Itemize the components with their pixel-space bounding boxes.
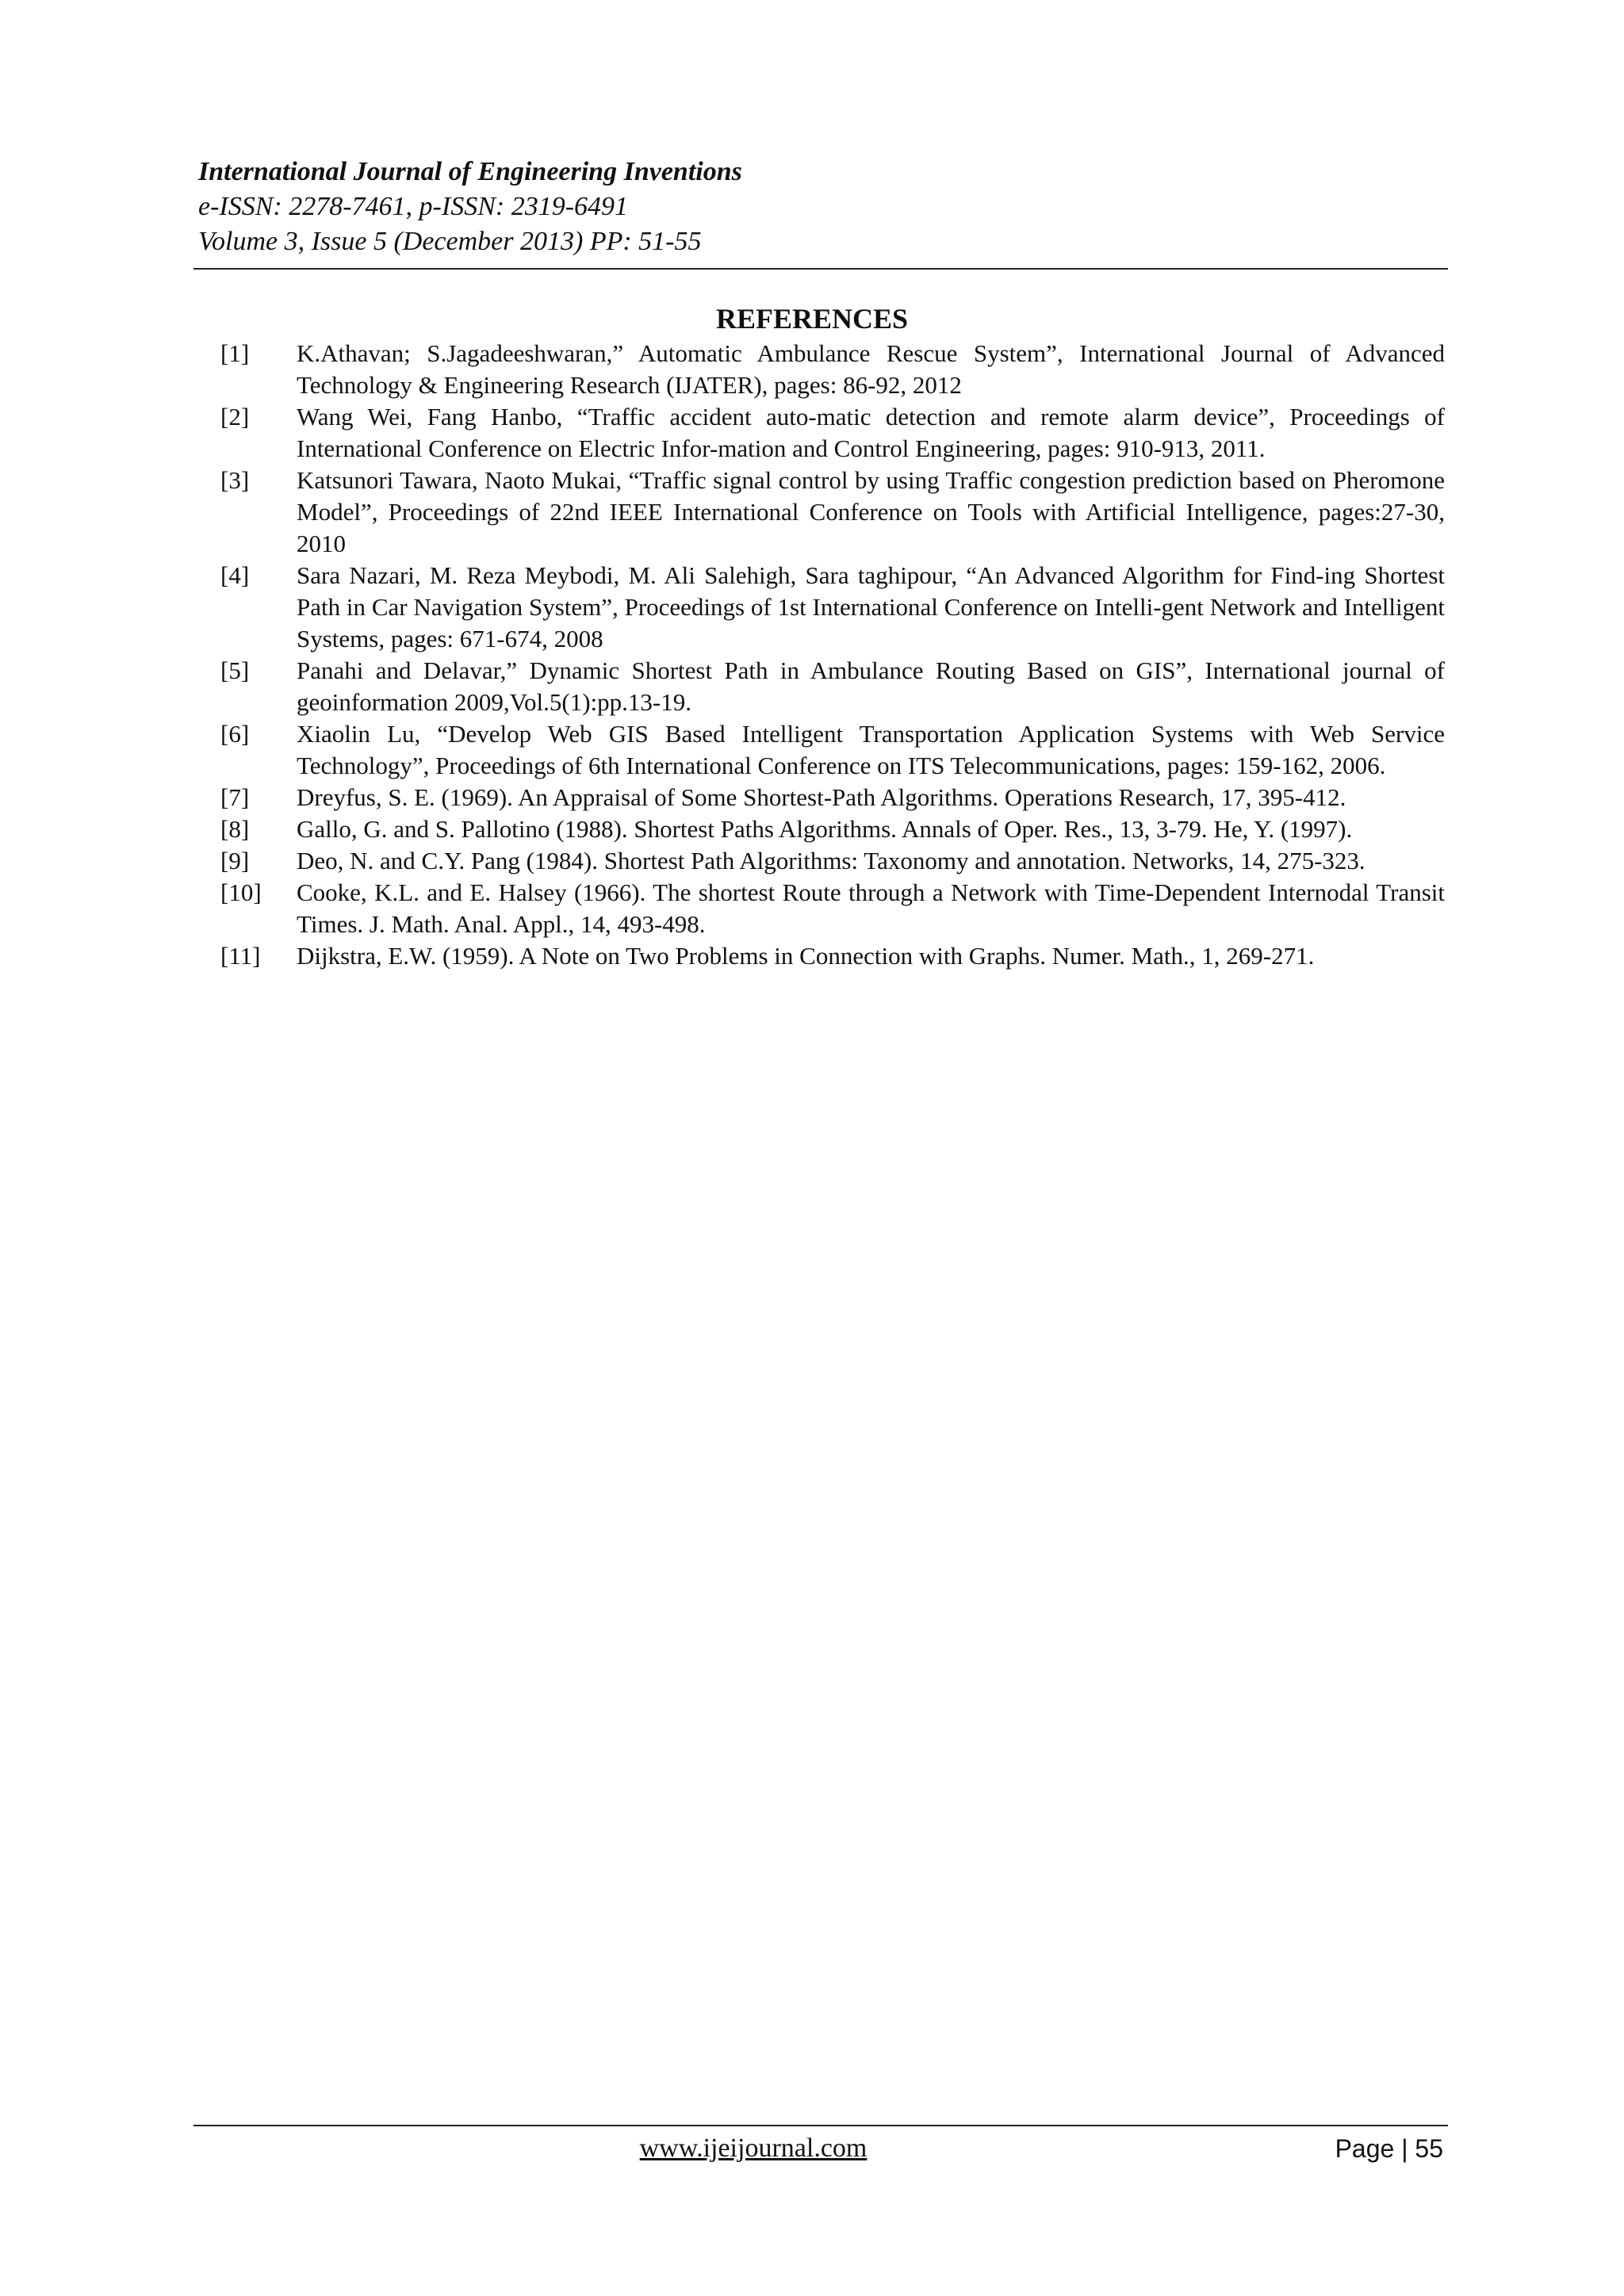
reference-item [220,813,1445,845]
reference-item [220,560,1445,655]
reference-text: Dreyfus, S. E. (1969). An Appraisal of Some Shortest-Path Algorithms. Operations Research, 17, 395-412. [297,783,1346,811]
reference-text: Sara Nazari, M. Reza Meybodi, M. Ali Salehigh, Sara taghipour, “An Advanced Algorithm for Find-ing Shortest Path in Car Navigation System”, Proceedings of 1st International Conference on Intelli-gent Network and Intelligent Systems, pages: 671-674, 2008 [297,561,1445,652]
reference-number: [6] [220,720,250,748]
reference-number: [11] [220,942,261,970]
reference-number: [7] [220,783,250,811]
reference-text: Cooke, K.L. and E. Halsey (1966). The shortest Route through a Network with Time-Dependent Internodal Transit Times. J. Math. Anal. Appl., 14, 493-498. [297,878,1445,938]
footer-journal-link[interactable]: www.ijeijournal.com [639,2133,868,2163]
journal-header [198,155,1443,259]
reference-item [220,877,1445,940]
reference-item [220,401,1445,465]
reference-number: [10] [220,878,262,906]
reference-number: [9] [220,847,250,874]
reference-item [220,782,1445,813]
reference-text: Dijkstra, E.W. (1959). A Note on Two Problems in Connection with Graphs. Numer. Math., 1, 269-271. [297,942,1315,970]
reference-text: Panahi and Delavar,” Dynamic Shortest Path in Ambulance Routing Based on GIS”, International journal of geoinformation 2009,Vol.5(1):pp.13-19. [297,656,1445,716]
reference-number: [3] [220,466,250,494]
journal-title: International Journal of Engineering Inventions [198,157,742,186]
references-list [220,338,1445,972]
reference-number: [2] [220,403,250,430]
footer-divider [193,2125,1448,2126]
reference-text: Wang Wei, Fang Hanbo, “Traffic accident auto-matic detection and remote alarm device”, Proceedings of International Conference on Electric Infor-mation and Control Engineering, pages: 910-913, 2011. [297,403,1445,462]
reference-item [220,338,1445,401]
reference-item [220,940,1445,972]
reference-item [220,718,1445,782]
reference-number: [1] [220,339,250,367]
journal-issn: e-ISSN: 2278-7461, p-ISSN: 2319-6491 [198,192,629,221]
references-heading: REFERENCES [715,303,909,335]
reference-number: [5] [220,656,250,684]
journal-volume: Volume 3, Issue 5 (December 2013) PP: 51-55 [198,227,702,256]
reference-item [220,465,1445,560]
page-number: Page | 55 [1335,2134,1443,2163]
reference-text: Xiaolin Lu, “Develop Web GIS Based Intelligent Transportation Application Systems with Web Service Technology”, Proceedings of 6th International Conference on ITS Telecommunications, pages: 159-162, 2006. [297,720,1445,779]
header-divider [193,268,1448,270]
reference-text: Katsunori Tawara, Naoto Mukai, “Traffic signal control by using Traffic congestion prediction based on Pheromone Model”, Proceedings of 22nd IEEE International Conference on Tools with Artificial Intelligence, pages:27-30, 2010 [297,466,1445,557]
reference-number: [8] [220,815,250,843]
reference-item [220,655,1445,718]
reference-text: K.Athavan; S.Jagadeeshwaran,” Automatic Ambulance Rescue System”, International Journal of Advanced Technology & Engineering Research (IJATER), pages: 86-92, 2012 [297,339,1445,399]
reference-text: Gallo, G. and S. Pallotino (1988). Shortest Paths Algorithms. Annals of Oper. Res., 13, 3-79. He, Y. (1997). [297,815,1353,843]
reference-number: [4] [220,561,250,589]
reference-item [220,845,1445,877]
reference-text: Deo, N. and C.Y. Pang (1984). Shortest Path Algorithms: Taxonomy and annotation. Networks, 14, 275-323. [297,847,1365,874]
